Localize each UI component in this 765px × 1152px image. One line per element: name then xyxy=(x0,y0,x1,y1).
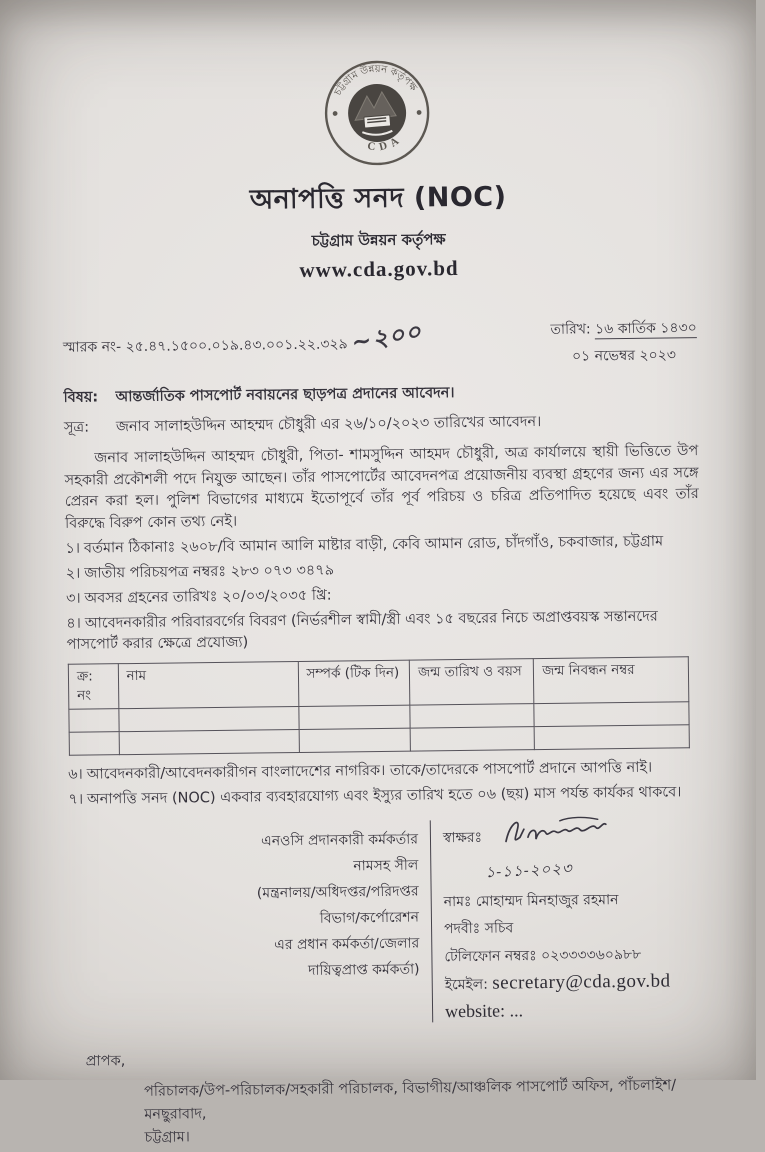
item-number: ৩। xyxy=(65,590,81,608)
item-number: ৪। xyxy=(66,615,82,633)
subject-label: বিষয়: xyxy=(63,389,99,407)
officer-name-line: নামঃ মোহাম্মদ মিনহাজুর রহমান xyxy=(443,892,619,911)
table-header-row xyxy=(68,657,689,709)
table-cell xyxy=(534,725,689,750)
email-label: ইমেইল: xyxy=(444,976,488,994)
table-cell xyxy=(69,709,119,733)
reference-label: সূত্র: xyxy=(63,419,90,437)
date-gregorian: ০১ নভেম্বর ২০২৩ xyxy=(571,347,676,365)
officer-label-line: দায়িত্বপ্রাপ্ত কর্মকর্তা) xyxy=(307,961,420,979)
officer-label-line: এর প্রধান কর্মকর্তা/জেলার xyxy=(274,935,420,953)
officer-label-line: (মন্ত্রনালয়/অধিদপ্তর/পরিদপ্তর xyxy=(256,883,419,902)
recipient-line2: চট্টগ্রাম। xyxy=(144,1129,190,1147)
signature-block xyxy=(209,817,705,1025)
item-text: জাতীয় পরিচয়পত্র নম্বরঃ ২৮৩ ০৭৩ ৩৪৭৯ xyxy=(84,562,335,582)
cda-seal-logo xyxy=(321,57,432,168)
item-validity xyxy=(68,782,702,811)
item-number: ৬। xyxy=(68,766,83,783)
recipient-address xyxy=(144,1074,707,1150)
officer-label-line: নামসহ সীল xyxy=(353,857,419,875)
table-cell xyxy=(534,702,689,727)
document-title: অনাপত্তি সনদ (NOC) xyxy=(249,181,507,216)
website-value: ... xyxy=(509,1000,524,1021)
officer-label-line: বিভাগ/কর্পোরেশন xyxy=(319,909,420,927)
website-url: www.cda.gov.bd xyxy=(299,256,459,282)
table-cell xyxy=(119,730,299,755)
item-text: আবেদনকারীর পরিবারবর্গের বিবরণ (নির্ভরশীল স্বামী/স্ত্রী এবং ১৫ বছরের নিচে অপ্রাপ্তবয়স্ক সন্তানদের পাসপোর্ট করার ক্ষেত্রে প্রযোজ্য) xyxy=(66,608,658,654)
table-cell xyxy=(410,727,534,752)
date-bangla-calendar: ১৬ কার্তিক ১৪৩০ xyxy=(595,320,697,338)
reference-text: জনাব সালাহউদ্দিন আহম্মদ চৌধুরী এর ২৬/১০/২০২৩ তারিখের আবেদন। xyxy=(115,414,542,436)
document-header xyxy=(59,54,696,286)
item-retirement-date xyxy=(66,581,700,610)
memo-number: ২৫.৪৭.১৫০০.০১৯.৪৩.০০১.২২.৩২৯ xyxy=(125,336,348,356)
memo-label: স্মারক নং- xyxy=(62,339,122,356)
item-number: ১। xyxy=(65,540,81,558)
table-header-relation: সম্পর্ক (টিক দিন) xyxy=(298,660,410,706)
table-header-name: নাম xyxy=(118,662,298,709)
family-members-table xyxy=(68,656,690,755)
handwritten-signature xyxy=(500,812,610,847)
memo-handwritten-number: ~২০০ xyxy=(349,316,425,357)
table-cell xyxy=(118,707,298,732)
item-text: অনাপত্তি সনদ (NOC) একবার ব্যবহারযোগ্য এবং ইস্যুর তারিখ হতে ০৬ (ছয়) মাস পর্যন্ত কার্যকর থাকবে। xyxy=(86,784,682,808)
table-header-birth-reg: জন্ম নিবন্ধন নম্বর xyxy=(534,657,690,704)
seal-abbr-text: CDA xyxy=(366,132,406,154)
item-family-details xyxy=(66,606,700,656)
seal-ring-text: চট্টগ্রাম উন্নয়ন কর্তৃপক্ষ xyxy=(332,63,419,98)
recipient-label: প্রাপক, xyxy=(85,1053,126,1070)
item-number: ৭। xyxy=(68,791,84,808)
body-paragraph: জনাব সালাহউদ্দিন আহম্মদ চৌধুরী, পিতা- শামসুদ্দিন আহমদ চৌধুরী, অত্র কার্যালয়ে স্থায়ী ভিত্তিতে উপ সহকারী প্রকৌশলী পদে নিযুক্ত আছেন। তাঁর পাসপোর্টের আবেদনপত্র প্রয়োজনীয় ব্যবস্থা গ্রহণের জন্য এর সঙ্গে প্রেরন করা হল। পুলিশ বিভাগের মাধ্যমে ইতোপূর্বে তাঁর পূর্ব পরিচয় ও চরিত্র প্রতিপাদিত হয়েছে এবং তাঁর বিরুদ্ধে বিরুপ কোন তথ্য নেই। xyxy=(64,443,699,532)
item-citizenship xyxy=(68,757,702,786)
table-cell xyxy=(299,728,411,752)
item-text: বর্তমান ঠিকানাঃ ২৬০৮/বি আমান আলি মাষ্টার বাড়ী, কেবি আমান রোড, চাঁদগাঁও, চকবাজার, চট্টগ্রাম xyxy=(83,533,664,557)
officer-label-line: এনওসি প্রদানকারী কর্মকর্তার xyxy=(261,831,419,850)
item-current-address xyxy=(65,531,699,560)
issuing-officer-labels xyxy=(209,820,433,1025)
officer-email-line xyxy=(445,970,695,997)
officer-website-line xyxy=(445,998,695,1022)
website-label: website: xyxy=(444,1000,506,1022)
item-nid-number xyxy=(66,556,700,585)
table-header-serial: ক্র: নং xyxy=(68,664,118,709)
date-label: তারিখ: xyxy=(550,321,591,338)
subject-line xyxy=(63,379,697,411)
officer-phone-line: টেলিফোন নম্বরঃ ০২৩৩৩৩৬০৯৮৮ xyxy=(444,946,642,965)
item-text: আবেদনকারী/আবেদনকারীগন বাংলাদেশের নাগরিক। তাকে/তাদেরকে পাসপোর্ট প্রদানে আপত্তি নাই। xyxy=(86,759,653,783)
date-block xyxy=(550,318,697,368)
reference-line xyxy=(64,409,698,441)
recipient-block xyxy=(72,1043,707,1151)
officer-designation-line: পদবীঃ সচিব xyxy=(443,920,514,938)
subject-text: আন্তর্জাতিক পাসপোর্ট নবায়নের ছাড়পত্র প্রদানের আবেদন। xyxy=(115,385,455,406)
table-header-dob: জন্ম তারিখ ও বয়স xyxy=(409,659,534,705)
org-name: চট্টগ্রাম উন্নয়ন কর্তৃপক্ষ xyxy=(311,230,446,250)
meta-row xyxy=(63,318,698,374)
table-cell xyxy=(298,705,410,729)
item-text: অবসর গ্রহনের তারিখঃ ২০/০৩/২০৩৫ খ্রি: xyxy=(84,587,332,607)
table-cell xyxy=(69,732,119,756)
signature-label: স্বাক্ষরঃ xyxy=(442,829,483,847)
table-cell xyxy=(410,704,534,729)
memo-number-line xyxy=(62,316,425,365)
item-number: ২। xyxy=(65,565,81,583)
signature-details xyxy=(431,817,695,1022)
email-value: secretary@cda.gov.bd xyxy=(492,970,671,994)
signature-line xyxy=(443,817,693,850)
signature-date-handwritten: ১-১১-২০২৩ xyxy=(484,859,574,882)
recipient-line1: পরিচালক/উপ-পরিচালক/সহকারী পরিচালক, বিভাগীয়/আঞ্চলিক পাসপোর্ট অফিস, পাঁচলাইশ/মনছুরাবাদ, xyxy=(143,1077,677,1124)
